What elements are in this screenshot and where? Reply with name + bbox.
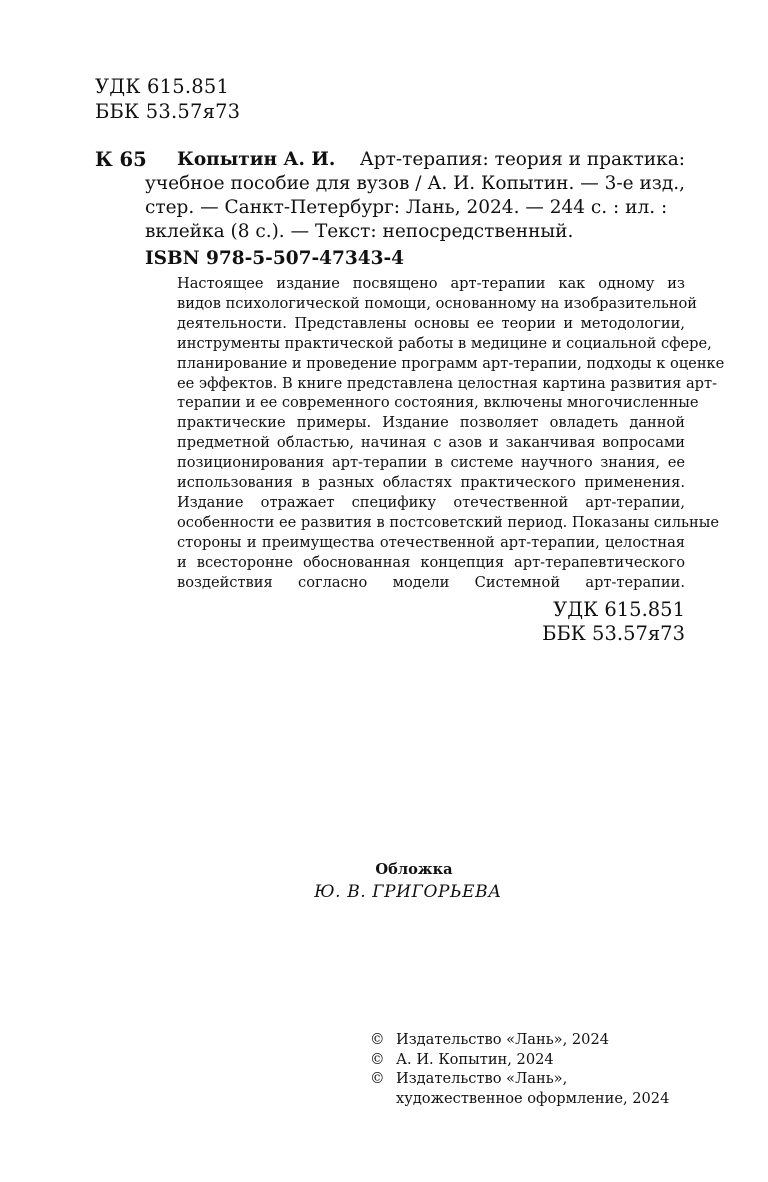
copyright-block: [370, 1030, 669, 1108]
bbk-code: ББК 53.57я73: [95, 100, 241, 123]
abstract-line: предметной областью, начиная с азов и заканчивая вопросами: [177, 434, 685, 452]
cover-designer: Ю. В. ГРИГОРЬЕВА: [314, 882, 502, 902]
abstract-line: использования в разных областях практического применения.: [177, 474, 685, 492]
abstract-line: терапии и ее современного состояния, включены многочисленные: [177, 394, 699, 412]
abstract-line: Настоящее издание посвящено арт-терапии как одному из: [177, 275, 685, 292]
cover-credits: [0, 860, 768, 903]
abstract-line: деятельности. Представлены основы ее теории и методологии,: [177, 314, 685, 332]
abstract: [145, 274, 725, 593]
author-sign: К 65: [95, 148, 147, 171]
abstract-line: и всесторонне обоснованная концепция арт-терапевтического: [177, 553, 685, 571]
copyright-icon: ©: [370, 1070, 385, 1087]
copyright-text: А. И. Копытин, 2024: [396, 1050, 554, 1068]
abstract-line: стороны и преимущества отечественной арт-терапии, целостная: [177, 533, 685, 551]
copyright-row: [370, 1069, 669, 1108]
abstract-line: планирование и проведение программ арт-терапии, подходы к оценке: [177, 354, 725, 372]
udk-header: [95, 74, 240, 124]
abstract-line: позиционирования арт-терапии в системе научного знания, ее: [177, 454, 685, 472]
copyright-text-group: [396, 1069, 669, 1108]
abstract-line: воздействия согласно модели Системной арт-терапии.: [177, 573, 685, 591]
udk-code: УДК 615.851: [95, 75, 230, 98]
abstract-line: особенности ее развития в постсоветский период. Показаны сильные: [177, 513, 719, 531]
copyright-text: Издательство «Лань»,: [396, 1070, 568, 1087]
abstract-line: видов психологической помощи, основанному на изобразительной: [177, 294, 698, 312]
author-name: Копытин А. И.: [177, 149, 336, 170]
copyright-icon: ©: [370, 1050, 385, 1068]
copyright-row: [370, 1030, 669, 1050]
abstract-line: практические примеры. Издание позволяет овладеть данной: [177, 414, 685, 432]
bibliographic-record: [145, 148, 685, 244]
copyright-text: Издательство «Лань», 2024: [396, 1031, 610, 1048]
abstract-line: ее эффектов. В книге представлена целостная картина развития арт-: [177, 374, 717, 392]
abstract-line: инструменты практической работы в медицине и социальной сфере,: [177, 334, 712, 352]
copyright-text-continuation: художественное оформление, 2024: [396, 1089, 670, 1107]
copyright-row: [370, 1050, 669, 1070]
cover-title: Обложка: [375, 861, 453, 878]
abstract-paragraph-1: [145, 274, 725, 493]
bbk-code: ББК 53.57я73: [542, 622, 685, 645]
bib-line: стер. — Санкт-Петербург: Лань, 2024. — 244 с. : ил. :: [145, 197, 668, 218]
bib-line: вклейка (8 с.). — Текст: непосредственный.: [145, 221, 574, 242]
abstract-line: Издание отражает специфику отечественной арт-терапии,: [177, 493, 685, 511]
bib-title: Арт-терапия: теория и практика:: [359, 149, 685, 170]
isbn: ISBN 978-5-507-47343-4: [145, 248, 405, 269]
udk-code: УДК 615.851: [553, 598, 685, 621]
copyright-icon: ©: [370, 1031, 385, 1048]
abstract-paragraph-2: [145, 493, 719, 593]
udk-footer: [145, 598, 685, 646]
bib-line: [145, 148, 685, 172]
bib-line: учебное пособие для вузов / А. И. Копытин. — 3-е изд.,: [145, 173, 686, 194]
